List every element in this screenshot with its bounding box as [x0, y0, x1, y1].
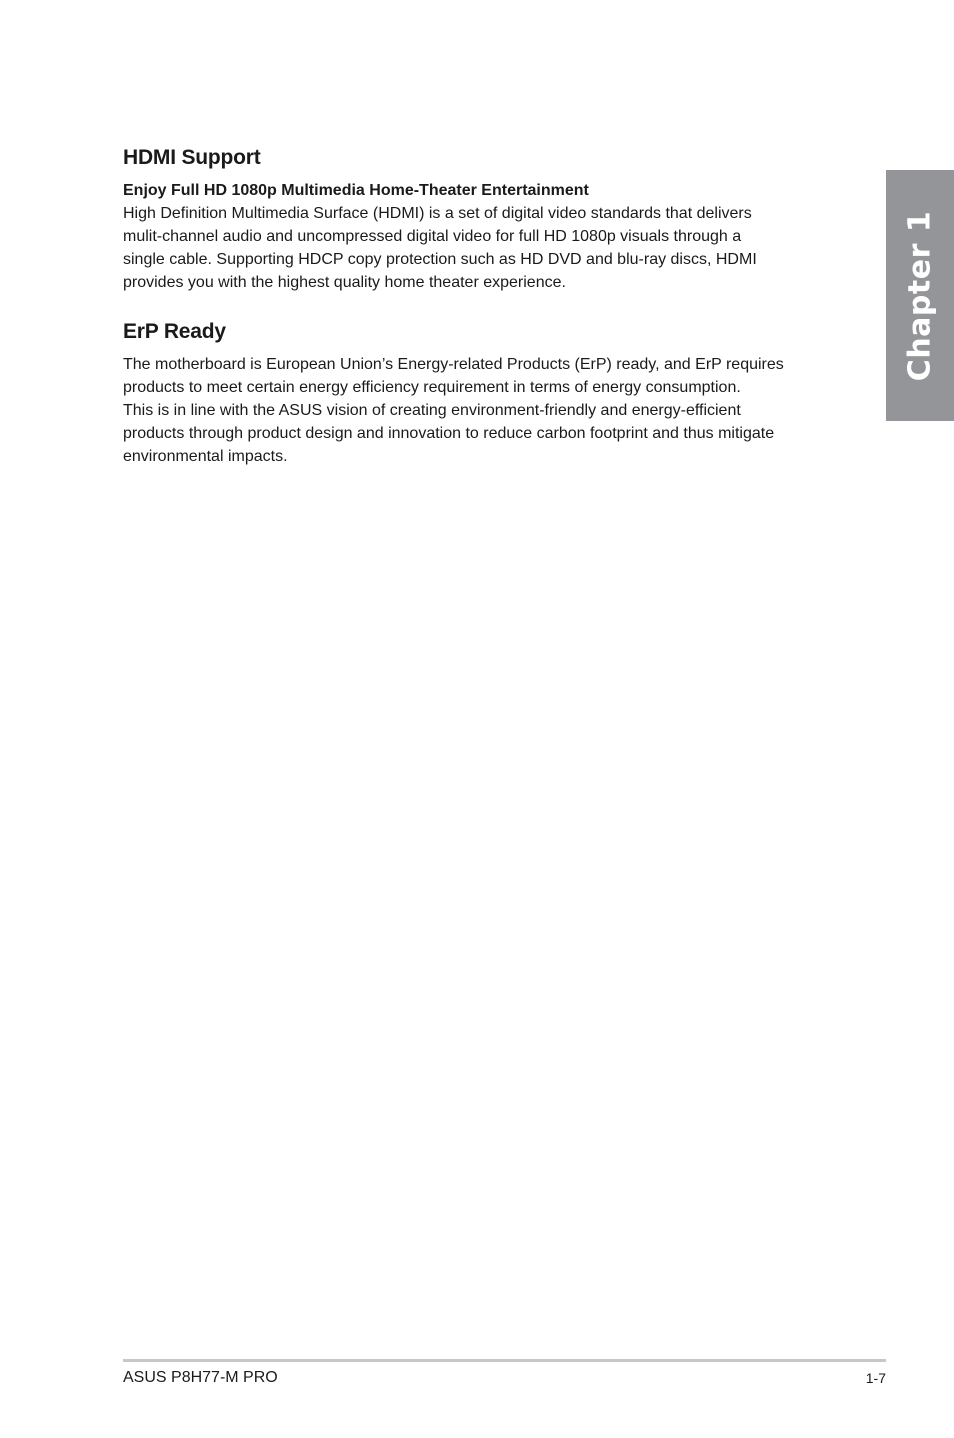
hdmi-support-section: [123, 144, 853, 294]
footer-divider: [123, 1359, 886, 1362]
footer-page-number: 1-7: [865, 1370, 886, 1386]
erp-paragraph: The motherboard is European Union’s Energy-related Products (ErP) ready, and ErP requires products to meet certain energy efficiency requirement in terms of energy consumption. This is in line with the ASUS vision of creating environment-friendly and energy-efficient products through product design and innovation to reduce carbon footprint and thus mitigate environmental impacts.: [123, 356, 784, 465]
footer-product-name: ASUS P8H77-M PRO: [123, 1369, 278, 1386]
hdmi-subheading: Enjoy Full HD 1080p Multimedia Home-Theater Entertainment: [123, 182, 589, 199]
erp-ready-section: [123, 318, 853, 468]
page-content: [123, 144, 853, 468]
chapter-tab-label: Chapter 1: [902, 210, 938, 381]
erp-ready-heading: ErP Ready: [123, 320, 226, 343]
hdmi-paragraph: High Definition Multimedia Surface (HDMI) is a set of digital video standards that delivers mulit-channel audio and uncompressed digital video for full HD 1080p visuals through a single cable. Supporting HDCP copy protection such as HD DVD and blu-ray discs, HDMI provides you with the highest quality home theater experience.: [123, 205, 757, 291]
hdmi-support-heading: HDMI Support: [123, 146, 261, 169]
chapter-tab: [886, 170, 954, 421]
